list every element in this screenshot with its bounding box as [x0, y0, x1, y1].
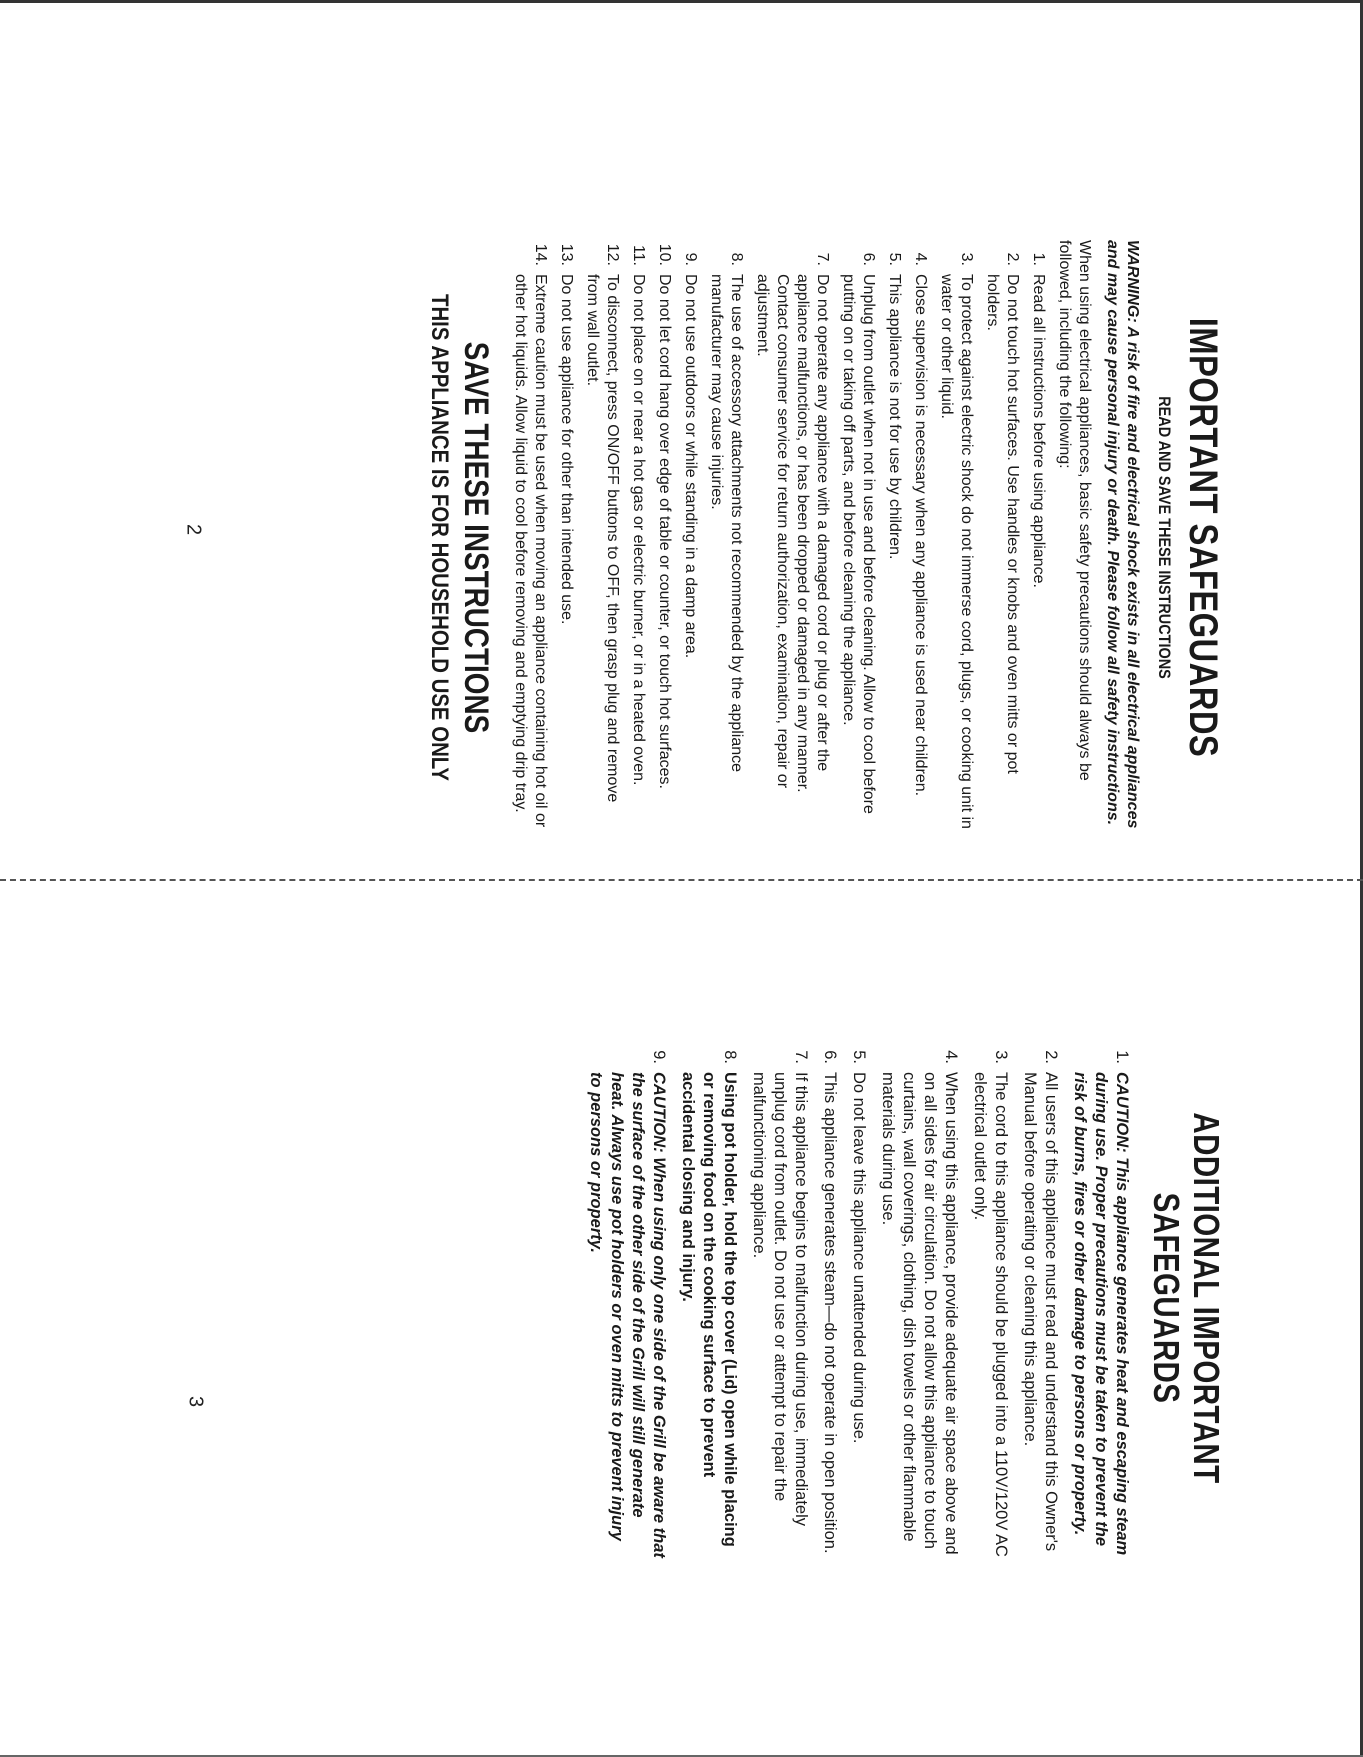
- fold-line: [0, 879, 1363, 881]
- item-text: Unplug from outlet when not in use and before cleaning. Allow to cool before putting on or taking off parts, and before cleaning the appliance.: [840, 274, 877, 814]
- item-text: Close supervision is necessary when any appliance is used near children.: [912, 274, 929, 797]
- item-text: Extreme caution must be used when moving an appliance containing hot oil or other hot liquids. Allow liquid to cool before removing and emptying drip tray.: [512, 274, 549, 828]
- safeguard-item: [838, 240, 878, 835]
- item-number: 4.: [942, 1050, 960, 1064]
- warning-text: WARNING: A risk of fire and electrical shock exists in all electrical appliances and may cause personal injury or death. Please follow all safety instructions.: [1104, 240, 1141, 829]
- safeguard-item: [982, 240, 1022, 835]
- item-text: All users of this appliance must read and understand this Owner's Manual before operating or cleaning this appliance.: [1021, 1072, 1060, 1552]
- subtitle: READ AND SAVE THESE INSTRUCTIONS: [1155, 396, 1174, 679]
- item-number: 4.: [912, 252, 929, 266]
- safeguard-item: [510, 240, 550, 835]
- safeguard-item: [1028, 240, 1048, 835]
- item-text: To disconnect, press ON/OFF buttons to OFF, then grasp plug and remove from wall outlet.: [584, 274, 621, 803]
- item-number: 7.: [814, 252, 831, 266]
- additional-title-line1: ADDITIONAL IMPORTANT: [1186, 1112, 1227, 1484]
- item-text: Read all instructions before using appliance.: [1030, 274, 1047, 588]
- item-text: The cord to this appliance should be plugged into a 110V/120V AC electrical outlet only.: [971, 1072, 1010, 1557]
- item-text: CAUTION: This appliance generates heat and escaping steam during use. Proper precautions must be taken to prevent the risk of burns, fires or other damage to persons or property.: [1071, 1072, 1131, 1556]
- additional-safeguard-item: [848, 1038, 869, 1558]
- safeguard-item: [706, 240, 746, 835]
- item-number: 6.: [860, 252, 877, 266]
- item-number: 9.: [650, 1050, 668, 1064]
- additional-safeguard-item: [677, 1038, 740, 1558]
- item-text: Do not use outdoors or while standing in a damp area.: [682, 274, 699, 659]
- item-number: 8.: [728, 252, 745, 266]
- item-number: 2.: [1042, 1050, 1060, 1064]
- safeguard-item: [680, 240, 700, 835]
- item-number: 13.: [558, 243, 575, 266]
- item-text: Do not use appliance for other than intended use.: [558, 274, 575, 625]
- safeguard-item: [556, 240, 576, 835]
- additional-safeguards-panel: [496, 1038, 1226, 1558]
- item-number: 6.: [821, 1050, 839, 1064]
- household-use-notice: THIS APPLIANCE IS FOR HOUSEHOLD USE ONLY: [426, 293, 453, 781]
- item-text: This appliance generates steam—do not operate in open position.: [821, 1072, 839, 1554]
- item-text: When using this appliance, provide adequate air space above and on all sides for air circulation. Do not allow this appliance to touch curtains, wall coverings, clothing, dish towels or other flammable materials during use.: [879, 1072, 960, 1555]
- save-instructions-heading: SAVE THESE INSTRUCTIONS: [457, 341, 495, 734]
- safeguard-item: [910, 240, 930, 835]
- additional-safeguard-item: [819, 1038, 840, 1558]
- item-text: Do not leave this appliance unattended during use.: [850, 1072, 868, 1444]
- item-number: 11.: [630, 244, 647, 266]
- additional-safeguard-item: [969, 1038, 1011, 1558]
- additional-safeguard-item: [877, 1038, 961, 1558]
- page-number-2: 2: [182, 523, 205, 536]
- item-number: 5.: [850, 1050, 868, 1064]
- item-text: Do not let cord hang over edge of table or counter, or touch hot surfaces.: [656, 274, 673, 789]
- item-number: 5.: [886, 252, 903, 266]
- item-number: 10.: [656, 243, 673, 266]
- item-text: This appliance is not for use by children.: [886, 274, 903, 560]
- important-safeguards-panel: [206, 240, 1226, 835]
- item-text: Using pot holder, hold the top cover (Lid) open while placing or removing food on the cooking surface to prevent accidental closing and injury.: [679, 1072, 739, 1547]
- additional-title-line2: SAFEGUARDS: [1146, 1192, 1187, 1404]
- safeguard-item: [582, 240, 622, 835]
- item-text: Do not operate any appliance with a damaged cord or plug or after the appliance malfunctions, or has been dropped or damaged in any manner. Contact consumer service for return authorization, examination, repair or adjustment.: [754, 274, 831, 793]
- page-number-3: 3: [184, 1395, 207, 1408]
- item-number: 1.: [1113, 1050, 1131, 1064]
- page-title: IMPORTANT SAFEGUARDS: [1181, 317, 1225, 758]
- item-text: The use of accessory attachments not recommended by the appliance manufacturer may cause injuries.: [708, 274, 745, 773]
- item-text: To protect against electric shock do not immerse cord, plugs, or cooking unit in water or other liquid.: [938, 274, 975, 829]
- safeguard-item: [936, 240, 976, 835]
- item-number: 3.: [992, 1050, 1010, 1064]
- item-number: 1.: [1030, 252, 1047, 266]
- item-number: 8.: [721, 1050, 739, 1064]
- additional-safeguard-item: [1019, 1038, 1061, 1558]
- item-number: 3.: [958, 252, 975, 266]
- safeguard-item: [884, 240, 904, 835]
- item-number: 7.: [792, 1050, 810, 1064]
- item-text: Do not touch hot surfaces. Use handles or knobs and oven mitts or pot holders.: [984, 274, 1021, 774]
- additional-safeguard-item: [748, 1038, 811, 1558]
- safeguard-list: [510, 240, 1048, 835]
- scan-edge-top: [0, 0, 1363, 3]
- item-number: 12.: [604, 243, 621, 266]
- additional-safeguard-item: [1069, 1038, 1132, 1558]
- item-number: 9.: [682, 252, 699, 266]
- additional-safeguard-list: [585, 1038, 1132, 1558]
- additional-safeguard-item: [585, 1038, 669, 1558]
- item-number: 14.: [532, 243, 549, 266]
- item-text: CAUTION: When using only one side of the Grill be aware that the surface of the other side of the Grill will still generate heat. Always use pot holders or oven mitts to prevent injury to persons or property.: [587, 1072, 668, 1558]
- safeguard-item: [628, 240, 648, 835]
- item-text: Do not place on or near a hot gas or electric burner, or in a heated oven.: [630, 274, 647, 786]
- safeguard-item: [654, 240, 674, 835]
- item-number: 2.: [1004, 252, 1021, 266]
- intro-text: When using electrical appliances, basic safety precautions should always be followed, including the following:: [1056, 240, 1093, 781]
- item-text: If this appliance begins to malfunction during use, immediately unplug cord from outlet. Do not use or attempt to repair the malfunctioning appliance.: [750, 1072, 810, 1526]
- safeguard-item: [752, 240, 832, 835]
